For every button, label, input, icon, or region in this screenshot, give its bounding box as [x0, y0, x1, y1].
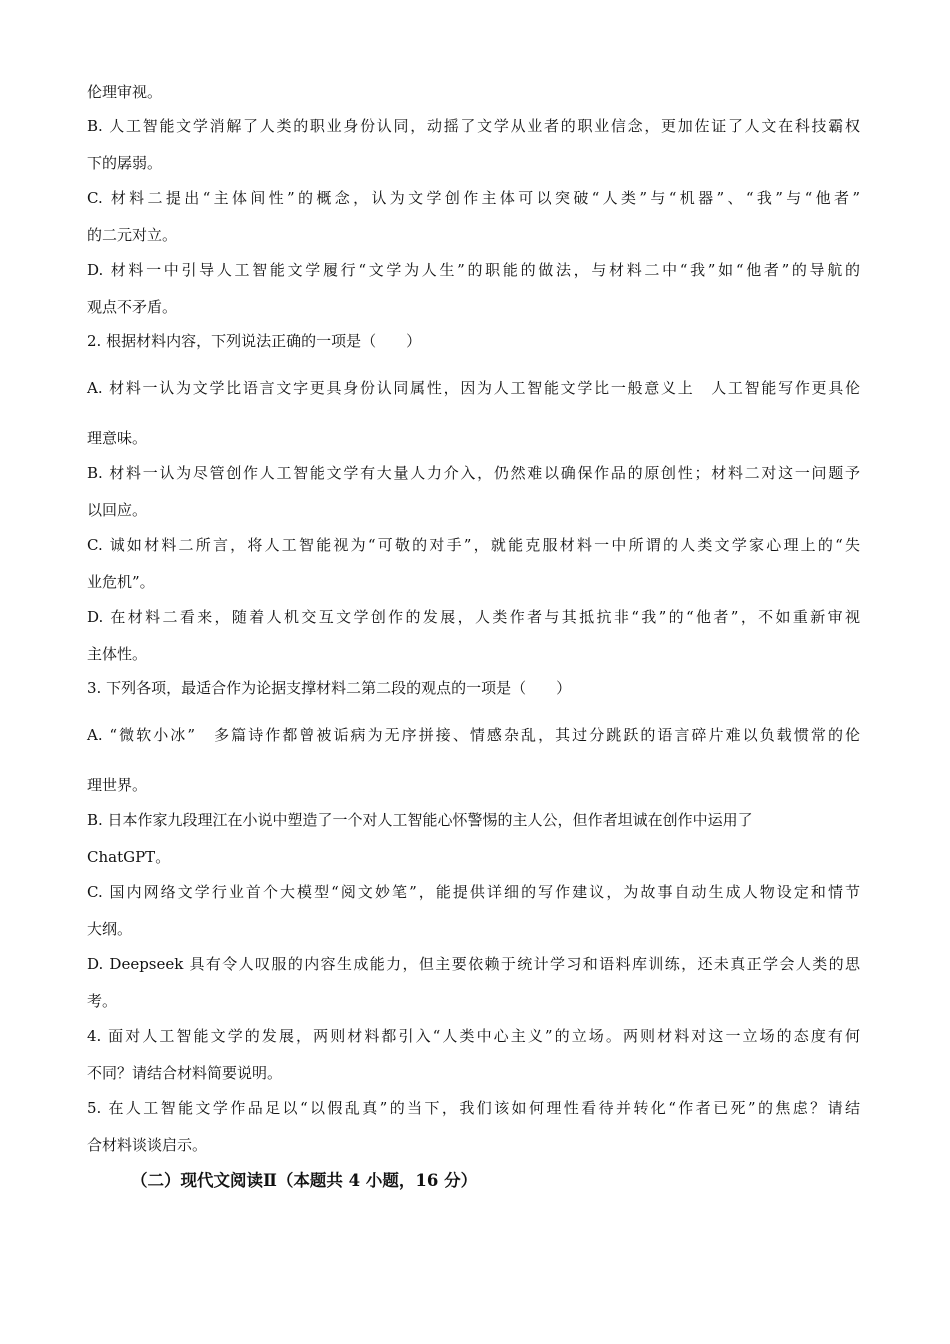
- text-line: A. 材料一认为文学比语言文字更具身份认同属性，因为人工智能文学比一般意义上 人工智能写作更具伦: [87, 379, 860, 397]
- text-line: D. Deepseek 具有令人叹服的内容生成能力，但主要依赖于统计学习和语料库训练，还未真正学会人类的思: [87, 955, 860, 973]
- question-5-stem: 5. 在人工智能文学作品足以“以假乱真”的当下，我们该如何理性看待并转化“作者已死”的焦虑？请结: [87, 1099, 860, 1117]
- text-line: 的二元对立。: [87, 226, 178, 244]
- text-line: 考。: [87, 992, 118, 1010]
- question-3-stem: 3. 下列各项，最适合作为论据支撑材料二第二段的观点的一项是（ ）: [87, 679, 572, 697]
- text-line: C. 国内网络文学行业首个大模型“阅文妙笔”，能提供详细的写作建议，为故事自动生成人物设定和情节: [87, 883, 860, 901]
- text-line: ChatGPT。: [87, 848, 171, 866]
- text-line: 理意味。: [87, 429, 148, 447]
- text-line: 理世界。: [87, 776, 148, 794]
- text-line: 主体性。: [87, 645, 148, 663]
- text-line: A. “微软小冰” 多篇诗作都曾被诟病为无序拼接、情感杂乱，其过分跳跃的语言碎片难以负载惯常的伦: [87, 726, 860, 744]
- text-line: D. 在材料二看来，随着人机交互文学创作的发展，人类作者与其抵抗非“我”的“他者”，不如重新审视: [87, 608, 860, 626]
- text-line: 观点不矛盾。: [87, 298, 178, 316]
- question-4-stem: 4. 面对人工智能文学的发展，两则材料都引入“人类中心主义”的立场。两则材料对这一立场的态度有何: [87, 1027, 860, 1045]
- text-line: 不同？请结合材料简要说明。: [87, 1064, 283, 1082]
- text-line: B. 日本作家九段理江在小说中塑造了一个对人工智能心怀警惕的主人公，但作者坦诚在创作中运用了: [87, 811, 753, 829]
- text-line: D. 材料一中引导人工智能文学履行“文学为人生”的职能的做法，与材料二中“我”如“他者”的导航的: [87, 261, 860, 279]
- question-2-stem: 2. 根据材料内容，下列说法正确的一项是（ ）: [87, 332, 422, 350]
- text-line: 合材料谈谈启示。: [87, 1136, 208, 1154]
- text-line: C. 材料二提出“主体间性”的概念，认为文学创作主体可以突破“人类”与“机器”、“我”与“他者”: [87, 189, 860, 207]
- text-line: 大纲。: [87, 920, 133, 938]
- text-line: B. 人工智能文学消解了人类的职业身份认同，动摇了文学从业者的职业信念，更加佐证了人文在科技霸权: [87, 117, 860, 135]
- section-heading: （二）现代文阅读Ⅱ（本题共 4 小题，16 分）: [131, 1171, 478, 1190]
- text-line: 下的孱弱。: [87, 154, 163, 172]
- text-line: 业危机”。: [87, 573, 155, 591]
- text-line: 以回应。: [87, 501, 148, 519]
- text-line: 伦理审视。: [87, 83, 163, 101]
- text-line: B. 材料一认为尽管创作人工智能文学有大量人力介入，仍然难以确保作品的原创性；材料二对这一问题予: [87, 464, 860, 482]
- text-line: C. 诚如材料二所言，将人工智能视为“可敬的对手”，就能克服材料一中所谓的人类文学家心理上的“失: [87, 536, 860, 554]
